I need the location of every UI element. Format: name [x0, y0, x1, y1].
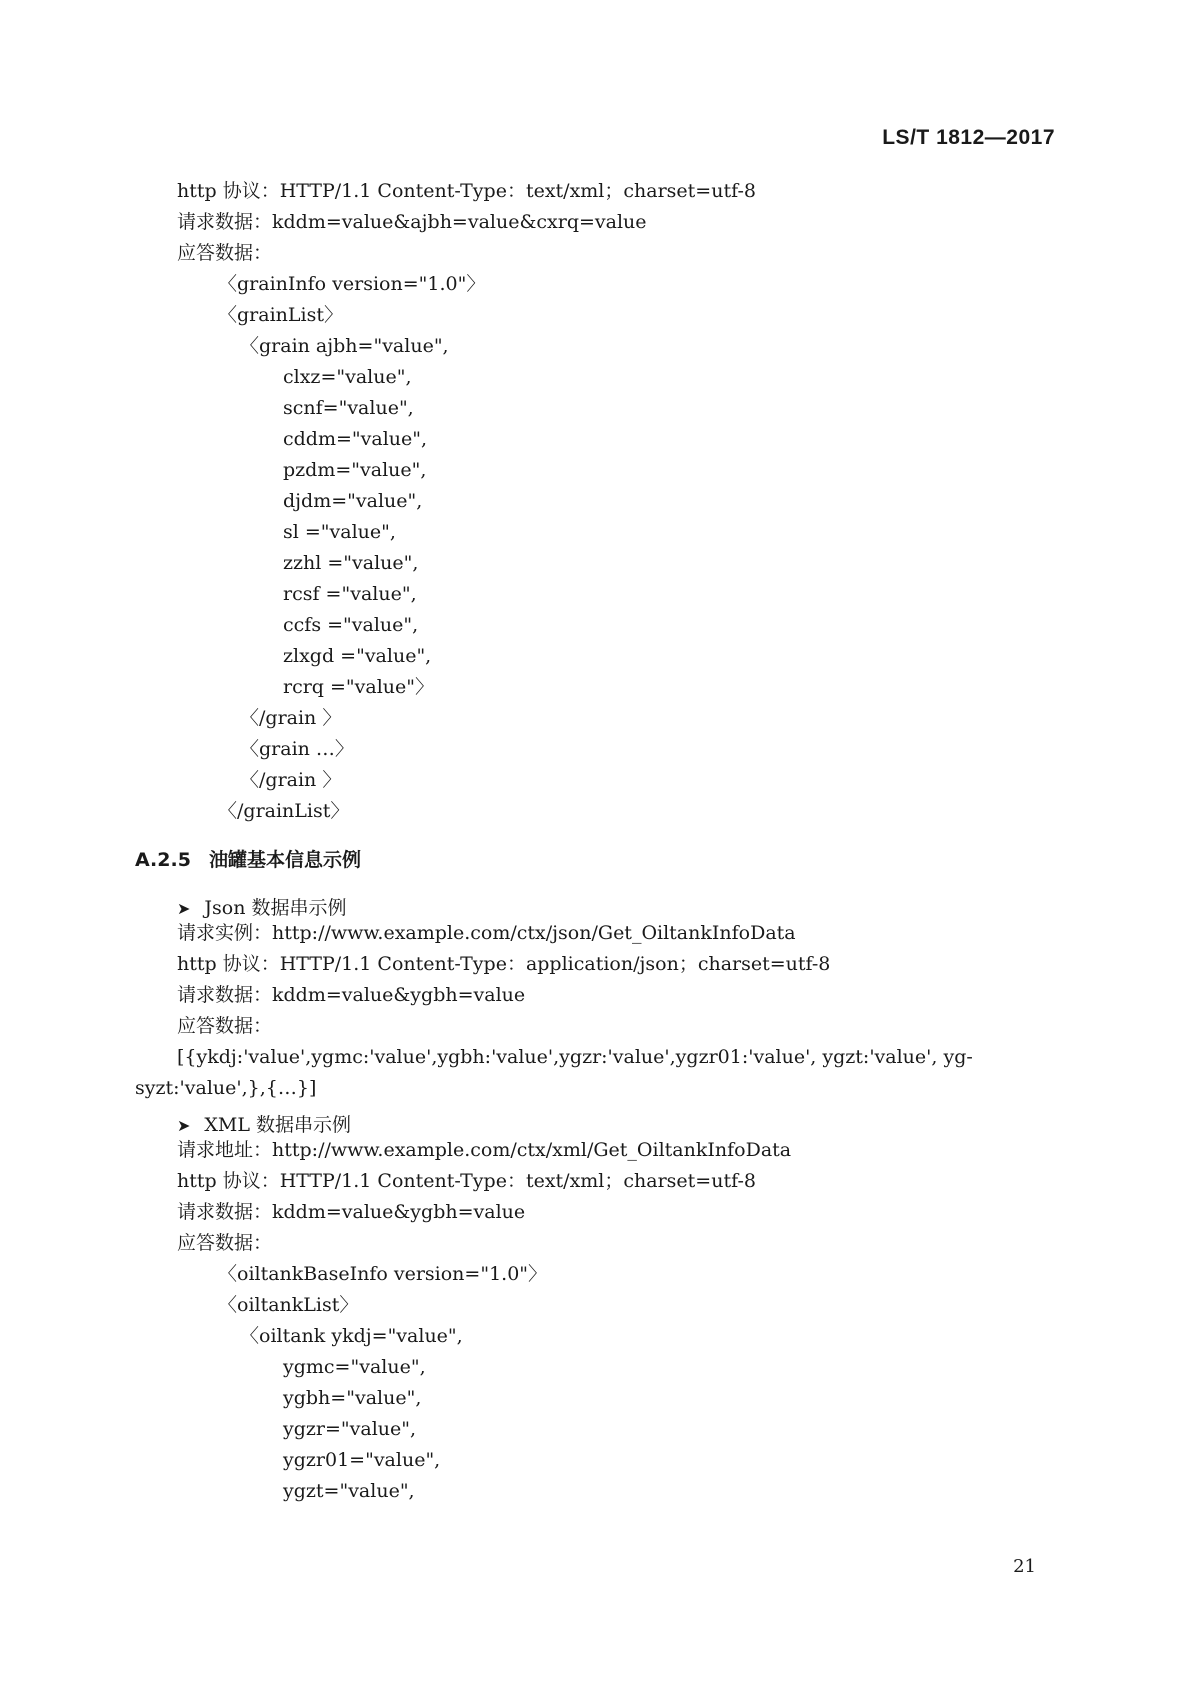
xml-line: zlxgd ="value", [283, 645, 432, 667]
xml-line: 〈grainInfo version="1.0"〉 [218, 273, 486, 295]
xml-line: 〈/grain 〉 [240, 769, 342, 791]
xml-line: ygmc="value", [283, 1356, 426, 1378]
xml-example-label: XML 数据串示例 [204, 1114, 352, 1136]
xml-line: ccfs ="value", [283, 614, 419, 636]
json-http-protocol: http 协议：HTTP/1.1 Content-Type：application/json；charset=utf-8 [177, 953, 831, 975]
xml-line: ygbh="value", [283, 1387, 422, 1409]
json-response-line: syzt:'value',},{…}] [135, 1077, 317, 1099]
xml-request-data: 请求数据：kddm=value&ygbh=value [177, 1201, 526, 1223]
xml-line: scnf="value", [283, 397, 414, 419]
xml-response-label: 应答数据： [177, 1232, 273, 1254]
xml-line: pzdm="value", [283, 459, 427, 481]
xml-line: 〈grainList〉 [218, 304, 343, 326]
section-heading [135, 845, 361, 872]
xml-example-bullet [177, 1110, 351, 1137]
section-title: 油罐基本信息示例 [208, 849, 361, 871]
xml-line: rcrq ="value"〉 [283, 676, 435, 698]
request-data-line: 请求数据：kddm=value&ajbh=value&cxrq=value [177, 211, 647, 233]
xml-line: 〈oiltankBaseInfo version="1.0"〉 [218, 1263, 548, 1285]
section-number: A.2.5 [135, 849, 191, 871]
xml-line: 〈grain ajbh="value", [240, 335, 449, 357]
xml-line: 〈oiltankList〉 [218, 1294, 359, 1316]
xml-line: zzhl ="value", [283, 552, 419, 574]
standard-number: LS/T 1812—2017 [882, 126, 1055, 149]
xml-line: 〈grain …〉 [240, 738, 354, 760]
json-request-url: 请求实例：http://www.example.com/ctx/json/Get_OiltankInfoData [177, 922, 796, 944]
xml-line: ygzr01="value", [283, 1449, 441, 1471]
json-example-bullet [177, 893, 347, 920]
json-response-label: 应答数据： [177, 1015, 273, 1037]
json-response-line: [{ykdj:'value',ygmc:'value',ygbh:'value',ygzr:'value',ygzr01:'value', ygzt:'value', yg- [177, 1046, 973, 1068]
xml-http-protocol: http 协议：HTTP/1.1 Content-Type：text/xml；charset=utf-8 [177, 1170, 756, 1192]
page-number: 21 [1013, 1556, 1036, 1577]
arrow-bullet-icon: ➤ [177, 899, 191, 918]
xml-line: 〈/grain 〉 [240, 707, 342, 729]
xml-line: rcsf ="value", [283, 583, 417, 605]
xml-request-url: 请求地址：http://www.example.com/ctx/xml/Get_OiltankInfoData [177, 1139, 792, 1161]
xml-line: ygzt="value", [283, 1480, 415, 1502]
xml-line: 〈/grainList〉 [218, 800, 350, 822]
xml-line: sl ="value", [283, 521, 396, 543]
xml-line: cddm="value", [283, 428, 428, 450]
response-label: 应答数据： [177, 242, 273, 264]
json-request-data: 请求数据：kddm=value&ygbh=value [177, 984, 526, 1006]
arrow-bullet-icon: ➤ [177, 1116, 191, 1135]
xml-line: 〈oiltank ykdj="value", [240, 1325, 463, 1347]
xml-line: ygzr="value", [283, 1418, 417, 1440]
xml-line: clxz="value", [283, 366, 412, 388]
json-example-label: Json 数据串示例 [204, 897, 347, 919]
http-protocol-line: http 协议：HTTP/1.1 Content-Type：text/xml；charset=utf-8 [177, 180, 756, 202]
xml-line: djdm="value", [283, 490, 423, 512]
